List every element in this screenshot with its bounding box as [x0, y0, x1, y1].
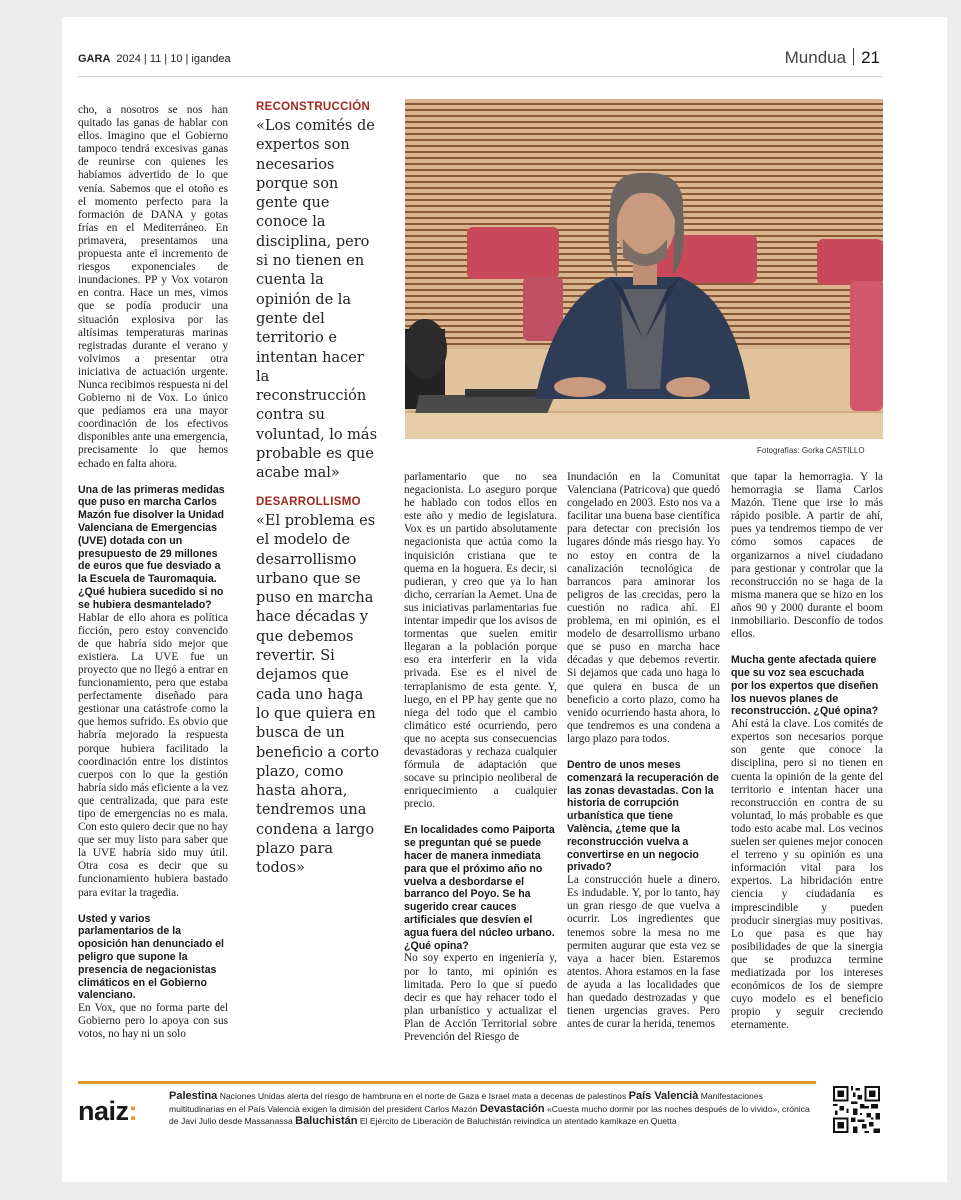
footer-accent-bar [78, 1081, 816, 1084]
footer-keyword[interactable]: Devastación [479, 1102, 545, 1115]
footer-headline: Naciones Unidas alerta del riesgo de hambruna en el norte de Gaza e Israel mata a decenas de palestinos [217, 1091, 629, 1101]
footer-keyword[interactable]: País Valencià [628, 1090, 699, 1102]
pull-quote-reconstruccion [256, 101, 380, 484]
page-number: 21 [861, 48, 880, 67]
answer-paragraph: La construcción huele a dinero. Es indudable. Y, por lo tanto, hay un gran riesgo de que vuelva a ocurrir. Los ingredientes que tenemos sobre la mesa no me permiten augurar que esta vez se vaya a hacer bien. Estaremos atentos. Ahora estamos en la fase de ayuda a las localidades que han quedado destrozadas y que tienen urgencias graves. Pero antes de curar la herida, tenemos [567, 874, 720, 1031]
footer-headline: «Cuesta mucho dormir por las noches después de lo vivido», crónica de Javi Julio desde Massanassa [169, 1103, 810, 1126]
answer-paragraph: cho, a nosotros se nos han quitado las ganas de hablar con ellos. Imagino que el Gobierno tampoco tendrá excesivas ganas de reunirse con quienes les habíamos advertido de lo que venía. Sabemos que el otoño es el momento perfecto para la formación de DANA y gotas frías en el Mediterráneo. En primavera, presentamos una propuesta ante el incremento de riesgos exponenciales de inundaciones. PP y Vox votaron en contra. Hace un mes, vimos que se podía producir una situación explosiva por las altísimas temperaturas marinas registradas durante el verano y volvimos a presentar otra iniciativa de actuación urgente. Nunca recibimos respuesta ni del Gobierno ni de Vox. Lo único que pedíamos era una mayor coordinación de los efectivos disponibles ante una emergencia, precisamente lo que hemos echado en falta ahora. [78, 104, 228, 470]
answer-paragraph: Inundación en la Comunitat Valenciana (Patricova) que quedó congelado en 2003. Esto nos va a facilitar una buena base científica para detectar con precisión los lugares dónde más riesgo hay. Yo no estoy en contra de la canalización tecnológica de barrancos para aminorar los peligros de las crecidas, pero la cuestión no radica ahí. El problema, en mi opinión, es el modelo de desarrollismo urbano que se puso en marcha hace décadas y que debemos revertir. Si dejamos que cada uno haga lo que quiera en busca de un beneficio a corto plazo, como ha venido ocurriendo hasta ahora, lo que tendremos es una condena a largo plazo para todos. [567, 471, 720, 745]
interview-question: Mucha gente afectada quiere que su voz sea escuchada por los expertos que diseñen los nuevos planes de reconstrucción. ¿Qué opina? [731, 654, 879, 718]
answer-paragraph: Hablar de ello ahora es política ficción, pero estoy convencido de que habría sido mejor que existiera. La UVE fue un proyecto que no llegó a entrar en funcionamiento, pero que estaba perfectamente diseñado para gestionar una catástrofe como la que hemos sufrido. Es obvio que habría mejorado la respuesta porque hubiera facilitado la coordinación entre los distintos cuerpos con lo que la gestión habría sido más eficiente a la vez que centralizada, que para este tipo de emergencias no es mala. Con esto quiero decir que no hay que ser muy listo para saber que la UVE habría sido muy útil. Otra cosa es decir que su funcionamiento hubiera bastado para evitar la tragedia. [78, 611, 228, 899]
pull-quote-kicker: RECONSTRUCCIÓN [256, 101, 371, 113]
logo-text: naiz [78, 1096, 129, 1126]
pull-quote-kicker: DESARROLLISMO [256, 496, 361, 508]
footer-headlines [169, 1090, 817, 1128]
photo-credit: Fotografías: Gorka CASTILLO [757, 446, 865, 455]
column-3 [404, 471, 557, 1044]
interviewee-photo [405, 99, 883, 439]
section-name: Mundua [784, 48, 847, 67]
brand-name: GARA [78, 53, 111, 65]
column-4 [567, 471, 720, 1031]
logo-colon: : [128, 1096, 138, 1126]
footer-keyword[interactable]: Baluchistán [295, 1115, 358, 1127]
footer-headline: El Ejército de Liberación de Baluchistán reivindica un atentado kamikaze en Quetta [357, 1116, 677, 1126]
interview-question: Dentro de unos meses comenzará la recuperación de las zonas devastadas. Con la historia de corrupción urbanística que tiene València, ¿teme que la reconstrucción vuelva a convertirse en un negocio privado? [567, 758, 719, 874]
answer-paragraph: que tapar la hemorragia. Y la hemorragia se llama Carlos Mazón. Tiene que irse lo más rápido posible. A partir de ahí, pues ya tendremos tiempo de ver cómo somos capaces de organizarnos a nivel ciudadano para gestionar y controlar que la reconstrucción no se haga de la misma manera que se hizo en los años 90 y 2000 durante el boom inmobiliario. Desconfío de todos ellos. [731, 471, 883, 641]
column-5 [731, 471, 883, 1032]
answer-paragraph: En Vox, que no forma parte del Gobierno pero lo apoya con sus votos, no hay ni un solo [78, 1002, 228, 1041]
interview-question: Usted y varios parlamentarios de la oposición han denunciado el peligro que supone la presencia de negacionistas climáticos en el Gobierno valenciano. [78, 912, 224, 1002]
pull-quote-text: «Los comités de expertos son necesarios porque son gente que conoce la disciplina, pero si no tienen en cuenta la opinión de la gente del territorio e intentan hacer la reconstrucción contra su voluntad, lo más probable es que acabe mal» [256, 118, 378, 482]
page-header [78, 48, 882, 77]
column-1 [78, 104, 228, 1042]
footer-keyword[interactable]: Palestina [169, 1090, 218, 1102]
naiz-logo[interactable] [78, 1096, 137, 1127]
qr-code[interactable] [833, 1086, 880, 1133]
issue-date: 2024 | 11 | 10 | igandea [116, 53, 231, 65]
pull-quote-text: «El problema es el modelo de desarrollismo urbano que se puso en marcha hace décadas y que debemos revertir. Si dejamos que cada uno haga lo que quiera en busca de un beneficio a corto plazo, como hasta ahora, tendremos una condena a largo plazo para todos» [256, 513, 380, 877]
interview-question: Una de las primeras medidas que puso en marcha Carlos Mazón fue disolver la Unidad Valenciana de Emergencias (UVE) dotada con un presupuesto de 29 millones de euros que fue desviado a la Escuela de Tauromaquia. ¿Qué hubiera sucedido si no se hubiera desmantelado? [78, 483, 225, 611]
footer-headline: Manifestaciones multitudinarias en el País Valencià exigen la dimisión del president Carlos Mazón [169, 1091, 763, 1114]
answer-paragraph: parlamentario que no sea negacionista. Lo aseguro porque he hablado con todos ellos en este año y medio de legislatura. Vox es un partido absolutamente negacionista que actúa como la inquisición cristiana que te quema en la hoguera. Es decir, si pudieran, y creo que ya lo han dicho, cerrarían la Aemet. Una de sus iniciativas parlamentarias fue intentar impedir que los avisos de tormentas que suelen emitir llegaran a la población porque eso era interferir en la vida privada. Ese es el nivel de terraplanismo de esta gente. Y, luego, en el PP hay gente que no niega del todo que el cambio climático esté ocurriendo, pero que no acepta sus consecuencias devastadoras y rechaza cualquier fórmula de adaptación que socave su principio neoliberal de enriquecimiento a cualquier precio. [404, 471, 557, 811]
pull-quote-desarrollismo [256, 496, 380, 879]
header-divider [853, 48, 854, 65]
answer-paragraph: No soy experto en ingeniería y, por lo tanto, mi opinión es limitada. Pero lo que sí puedo decir es que hay rehacer todo el plan urbanístico y actualizar el Plan de Acción Territorial sobre Prevención del Riesgo de [404, 952, 557, 1043]
answer-paragraph: Ahí está la clave. Los comités de expertos son necesarios porque son gente que conoce la disciplina, pero si no tienen en cuenta la opinión de la gente del territorio e intentan hacer una reconstrucción en contra de su voluntad, lo más probable es que todo esto acabe mal. Los vecinos suelen ser quienes mejor conocen el terreno y su opinión es una información vital para los expertos. La hibridación entre ciencia y ciudadanía es imprescindible y pueden producir sinergias muy positivas. Lo que pasa es que hay posibilidades de que la sinergia que se produzca termine mediatizada por los intereses económicos de los de siempre cuyo modelo es el beneficio propio y seguir creciendo eternamente. [731, 718, 883, 1032]
interview-question: En localidades como Paiporta se preguntan qué se puede hacer de manera inmediata para que el próximo año no vuelva a desbordarse el barranco del Poyo. Se ha sugerido crear cauces artificiales que desvíen el agua fuera del núcleo urbano. ¿Qué opina? [404, 824, 555, 952]
